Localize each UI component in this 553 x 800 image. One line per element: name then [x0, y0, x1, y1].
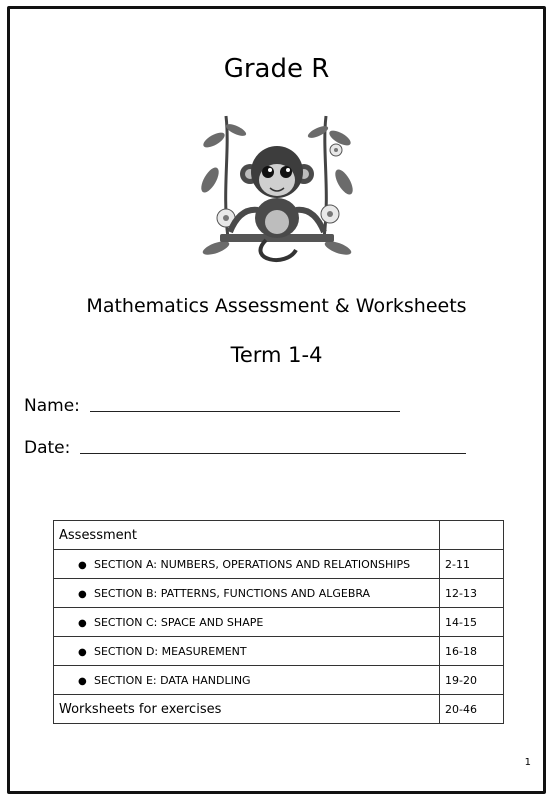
date-field[interactable]	[24, 438, 466, 458]
section-label: SECTION C: SPACE AND SHAPE	[94, 615, 264, 629]
section-label: SECTION D: MEASUREMENT	[94, 644, 247, 658]
section-pages: 16-18	[440, 637, 504, 666]
bullet-icon: ●	[78, 588, 87, 600]
worksheets-pages: 20-46	[440, 695, 504, 724]
table-row	[54, 637, 504, 666]
section-pages: 12-13	[440, 579, 504, 608]
section-label: SECTION E: DATA HANDLING	[94, 673, 251, 687]
section-pages: 14-15	[440, 608, 504, 637]
document-subtitle: Mathematics Assessment & Worksheets	[86, 295, 467, 317]
bullet-icon: ●	[78, 646, 87, 658]
section-pages: 2-11	[440, 550, 504, 579]
table-row	[54, 521, 504, 550]
name-label: Name:	[24, 396, 80, 416]
assessment-heading: Assessment	[54, 521, 440, 550]
name-underline	[90, 410, 400, 412]
date-underline	[80, 452, 466, 454]
section-label: SECTION B: PATTERNS, FUNCTIONS AND ALGEBRA	[94, 586, 371, 600]
term-label: Term 1-4	[230, 343, 323, 367]
contents-table	[53, 520, 504, 724]
section-pages: 19-20	[440, 666, 504, 695]
bullet-icon: ●	[78, 559, 87, 571]
section-label: SECTION A: NUMBERS, OPERATIONS AND RELATIONSHIPS	[94, 557, 411, 571]
table-row	[54, 666, 504, 695]
table-row	[54, 579, 504, 608]
page-title: Grade R	[223, 54, 330, 84]
date-label: Date:	[24, 438, 71, 458]
cover-illustration	[196, 110, 358, 270]
worksheets-heading: Worksheets for exercises	[54, 695, 440, 724]
table-row	[54, 608, 504, 637]
bullet-icon: ●	[78, 617, 87, 629]
page-number: 1	[524, 757, 531, 768]
name-field[interactable]	[24, 396, 400, 416]
table-row	[54, 550, 504, 579]
table-row	[54, 695, 504, 724]
bullet-icon: ●	[78, 675, 87, 687]
assessment-pages	[440, 521, 504, 550]
